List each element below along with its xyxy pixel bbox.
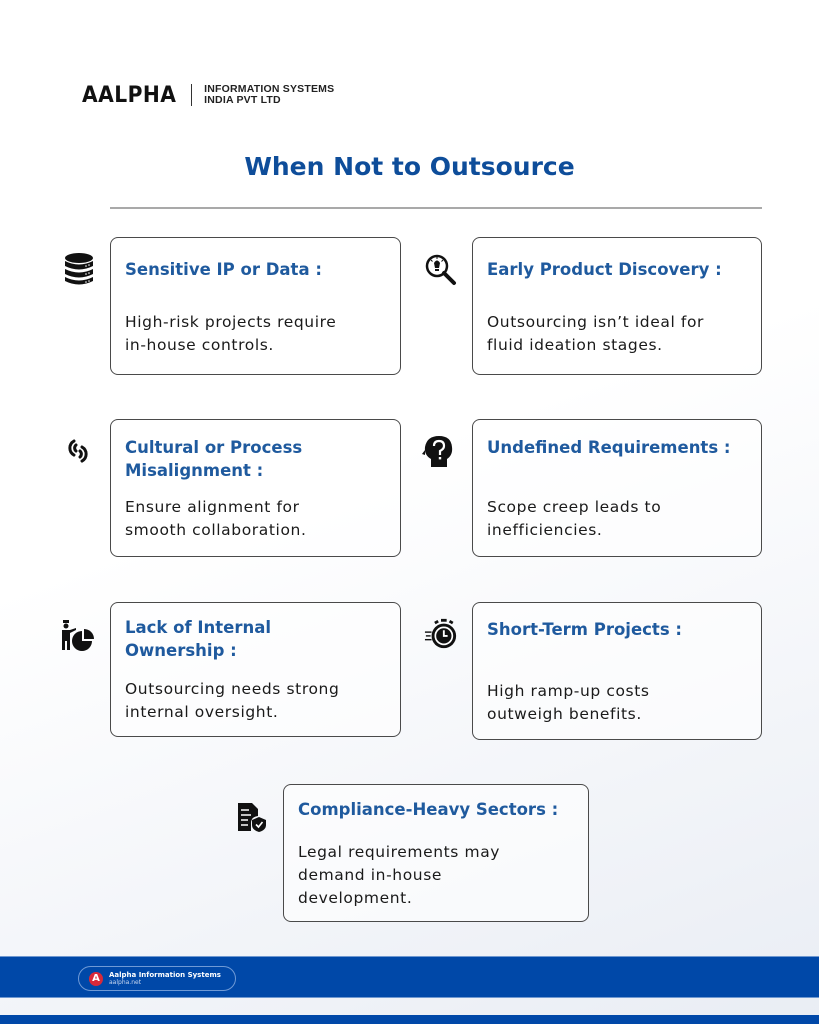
aalpha-logo-icon: A	[89, 972, 103, 986]
card-description	[487, 680, 650, 726]
card-undefined-requirements	[472, 419, 762, 557]
card-title: Short-Term Projects :	[487, 620, 682, 639]
card-title	[125, 616, 271, 662]
card-desc-line: Outsourcing isn’t ideal for	[487, 313, 704, 331]
footer-brand-pill[interactable]	[78, 966, 236, 991]
card-compliance-heavy	[283, 784, 589, 922]
head-question-icon	[421, 433, 457, 469]
presenter-chart-icon	[60, 617, 96, 653]
card-desc-line: development.	[298, 889, 413, 907]
logo-subtitle-line1: INFORMATION SYSTEMS	[204, 83, 335, 95]
card-title-line: Ownership :	[125, 641, 237, 660]
card-description	[298, 841, 500, 910]
card-desc-line: High ramp-up costs	[487, 682, 650, 700]
card-internal-ownership	[110, 602, 401, 737]
card-cultural-misalignment	[110, 419, 401, 557]
title-divider	[110, 207, 762, 209]
card-title-line: Misalignment :	[125, 461, 264, 480]
card-desc-line: Scope creep leads to	[487, 498, 662, 516]
card-title	[125, 436, 302, 482]
logo-divider	[191, 84, 193, 106]
idea-search-icon	[423, 252, 459, 288]
card-desc-line: High-risk projects require	[125, 313, 337, 331]
card-title: Early Product Discovery :	[487, 260, 722, 279]
card-desc-line: Legal requirements may	[298, 843, 501, 861]
footer-company-name: Aalpha Information Systems	[109, 970, 221, 979]
document-shield-icon	[235, 801, 267, 833]
stopwatch-icon	[424, 617, 458, 651]
card-description	[125, 496, 307, 542]
card-title: Undefined Requirements :	[487, 438, 731, 457]
card-desc-line: smooth collaboration.	[125, 521, 307, 539]
card-desc-line: in-house controls.	[125, 336, 274, 354]
card-desc-line: Outsourcing needs strong	[125, 680, 340, 698]
card-desc-line: outweigh benefits.	[487, 705, 642, 723]
card-early-discovery	[472, 237, 762, 375]
logo-brand: AALPHA	[82, 82, 177, 108]
card-description	[125, 678, 339, 724]
card-title: Compliance-Heavy Sectors :	[298, 800, 559, 819]
company-logo	[82, 80, 334, 110]
footer-bottom-band	[0, 1015, 819, 1024]
card-desc-line: demand in-house	[298, 866, 443, 884]
misalignment-icon	[62, 435, 94, 467]
footer-brand-text	[109, 971, 221, 987]
card-description	[487, 496, 661, 542]
card-title-line: Lack of Internal	[125, 618, 272, 637]
logo-subtitle-line2: INDIA PVT LTD	[204, 94, 281, 106]
database-icon	[61, 251, 97, 287]
card-description	[125, 311, 336, 357]
logo-subtitle	[204, 84, 334, 106]
page-title: When Not to Outsource	[244, 152, 575, 181]
card-sensitive-ip	[110, 237, 401, 375]
card-desc-line: Ensure alignment for	[125, 498, 300, 516]
card-title: Sensitive IP or Data :	[125, 260, 322, 279]
card-title-line: Cultural or Process	[125, 438, 303, 457]
card-desc-line: inefficiencies.	[487, 521, 603, 539]
card-short-term-projects	[472, 602, 762, 740]
card-description	[487, 311, 704, 357]
card-desc-line: internal oversight.	[125, 703, 279, 721]
card-desc-line: fluid ideation stages.	[487, 336, 663, 354]
footer-url[interactable]: aalpha.net	[109, 978, 142, 986]
